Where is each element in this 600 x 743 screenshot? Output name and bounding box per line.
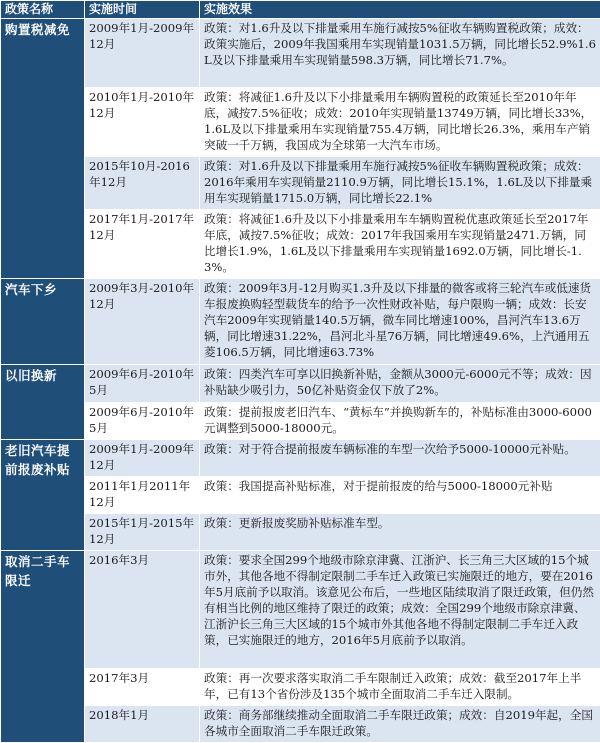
table-row — [1, 402, 600, 439]
table-row — [1, 19, 600, 88]
time-cell: 2009年1月-2009年12月 — [85, 19, 200, 88]
table-row — [1, 439, 600, 476]
policy-name-cell: 汽车下乡 — [1, 279, 85, 365]
policy-name-cell: 取消二手车限迁 — [1, 550, 85, 742]
table-row — [1, 157, 600, 210]
table-row — [1, 279, 600, 365]
policy-name-cell: 老旧汽车提前报废补贴 — [1, 439, 85, 550]
effect-cell: 政策：对1.6升及以下排量乘用车施行减按5%征收车辆购置税政策；成效：2016年乘用车实现销量2110.9万辆，同比增长15.1%，1.6L及以下排量乘用车实现销量1715.0万辆，同比增长22.1% — [200, 157, 600, 210]
time-cell: 2017年1月-2017年12月 — [85, 210, 200, 279]
effect-cell: 政策：商务部继续推动全面取消二手车限迁政策；成效：自2019年起，全国各城市全面取消二手车限迁政策。 — [200, 705, 600, 742]
effect-cell: 政策：更新报废奖励补贴标准车型。 — [200, 513, 600, 550]
time-cell: 2010年1月-2010年12月 — [85, 88, 200, 157]
time-cell: 2016年3月 — [85, 550, 200, 668]
effect-cell: 政策：2009年3月-12月购买1.3升及以下排量的微客或将三轮汽车或低速货车报废换购轻型载货车的给予一次性财政补贴，每户限购一辆；成效：长安汽车2009年实现销量140.5万辆，微车同比增速100%，昌河汽车13.6万辆，同比增速31.22%，昌河北斗星76万辆，同比增速49.6%，上汽通用五菱106.5万辆，同比增速63.73% — [200, 279, 600, 365]
effect-cell: 政策：要求全国299个地级市除京津冀、江浙沪、长三角三大区域的15个城市外，其他各地不得制定限制二手车迁入政策已实施限迁的地方，要在2016年5月底前予以取消。该意见公布后，一些地区陆续取消了限迁政策，但仍然有相当比例的地区维持了限迁的政策；成效：全国299个地级市除京津冀、江浙沪长三角三大区域的15个城市外其他各地不得制定限制二手车迁入政策，已实施限迁的地方，2016年5月底前予以取消。 — [200, 550, 600, 668]
time-cell: 2009年6月-2010年5月 — [85, 402, 200, 439]
time-cell: 2009年6月-2010年5月 — [85, 365, 200, 402]
time-cell: 2009年1月-2009年12月 — [85, 439, 200, 476]
header-effect: 实施效果 — [200, 1, 600, 19]
effect-cell: 政策：对1.6升及以下排量乘用车施行减按5%征收车辆购置税政策；成效：政策实施后，2009年我国乘用车实现销量1031.5万辆，同比增长52.9%1.6L及以下排量乘用车实现销量598.3万辆，同比增长71.7%。 — [200, 19, 600, 88]
header-row — [1, 1, 600, 19]
policy-name-cell: 购置税减免 — [1, 19, 85, 279]
table-row — [1, 210, 600, 279]
effect-cell: 政策：提前报废老旧汽车、“黄标车”并换购新车的，补贴标准由3000-6000元调整到5000-18000元。 — [200, 402, 600, 439]
time-cell: 2015年10月-2016年12月 — [85, 157, 200, 210]
table-row — [1, 365, 600, 402]
effect-cell: 政策：四类汽车可享以旧换新补贴，金额从3000元-6000元不等；成效：因补贴缺少吸引力，50亿补贴资金仅下放了2%。 — [200, 365, 600, 402]
header-policy-name: 政策名称 — [1, 1, 85, 19]
time-cell: 2015年1月-2015年12月 — [85, 513, 200, 550]
policy-name-cell: 以旧换新 — [1, 365, 85, 439]
table-row — [1, 88, 600, 157]
table-row — [1, 550, 600, 668]
time-cell: 2009年3月-2010年12月 — [85, 279, 200, 365]
table-row — [1, 476, 600, 513]
time-cell: 2018年1月 — [85, 705, 200, 742]
effect-cell: 政策：再一次要求落实取消二手车限制迁入政策；成效：截至2017年上半年，已有13个省份涉及135个城市全面取消二手车迁入限制。 — [200, 668, 600, 705]
table-row — [1, 513, 600, 550]
effect-cell: 政策：将减征1.6升及以下小排量乘用车辆购置税的政策延长至2010年年底，减按7.5%征收；成效：2010年实现销量13749万辆，同比增长33%，1.6L及以下排量乘用车实现销量755.4万辆，同比增长26.3%，乘用车产销突破一千万辆，我国成为全球第一大汽车市场。 — [200, 88, 600, 157]
effect-cell: 政策：对于符合提前报废车辆标准的车型一次给予5000-10000元补贴。 — [200, 439, 600, 476]
effect-cell: 政策：我国提高补贴标准，对于提前报废的给与5000-18000元补贴 — [200, 476, 600, 513]
header-time: 实施时间 — [85, 1, 200, 19]
effect-cell: 政策：将减征1.6升及以下小排量乘用车车辆购置税优惠政策延长至2017年年底，减按7.5%征收；成效：2017年我国乘用车实现销量2471.万辆，同比增长1.9%，1.6L及以下排量乘用车实现销量1692.0万辆，同比增长-1.3%。 — [200, 210, 600, 279]
time-cell: 2017年3月 — [85, 668, 200, 705]
table-row — [1, 668, 600, 705]
table-row — [1, 705, 600, 742]
time-cell: 2011年1月2011年12月 — [85, 476, 200, 513]
